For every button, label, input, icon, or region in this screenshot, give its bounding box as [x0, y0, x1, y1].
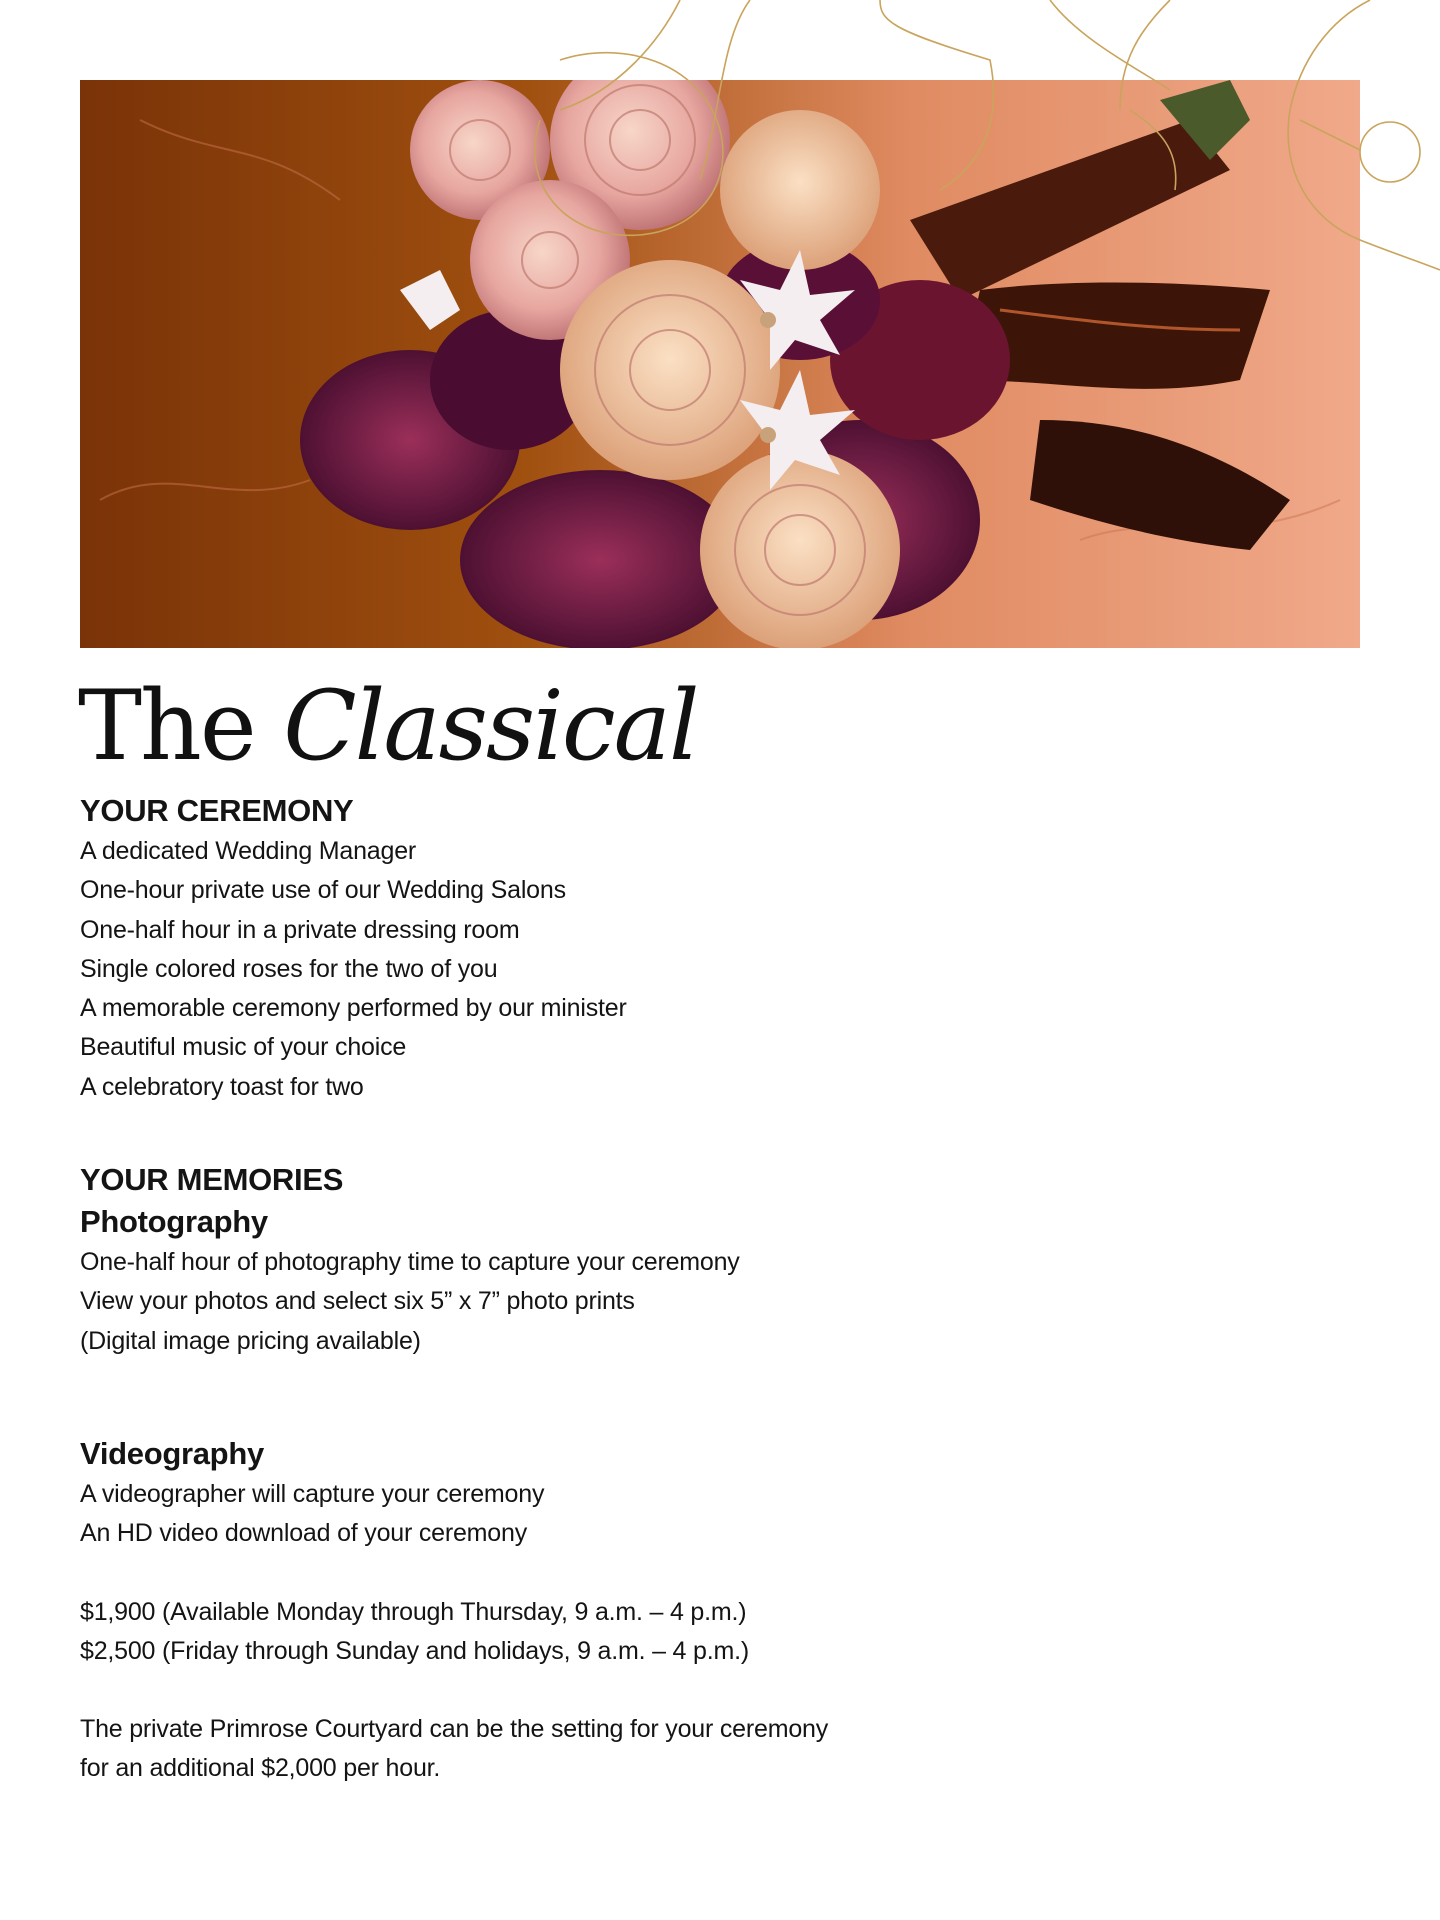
photography-item: View your photos and select six 5” x 7” photo prints [80, 1287, 635, 1316]
memories-heading: YOUR MEMORIES [80, 1162, 344, 1198]
ceremony-item: A memorable ceremony performed by our minister [80, 994, 627, 1023]
ceremony-item: One-hour private use of our Wedding Salons [80, 876, 566, 905]
videography-heading: Videography [80, 1435, 264, 1471]
ceremony-item: A dedicated Wedding Manager [80, 837, 417, 865]
ceremony-item: One-half hour in a private dressing room [80, 915, 520, 944]
courtyard-note: The private Primrose Courtyard can be the setting for your ceremony [80, 1715, 829, 1744]
bouquet-photo [80, 80, 1360, 648]
ceremony-item: Single colored roses for the two of you [80, 954, 498, 983]
ceremony-item: Beautiful music of your choice [80, 1033, 407, 1062]
courtyard-note: for an additional $2,000 per hour. [80, 1754, 441, 1783]
ceremony-heading: YOUR CEREMONY [80, 793, 354, 828]
videography-item: An HD video download of your ceremony [80, 1519, 528, 1548]
photography-item: One-half hour of photography time to capture your ceremony [80, 1248, 740, 1277]
package-details [80, 790, 1080, 1789]
videography-item: A videographer will capture your ceremony [80, 1479, 545, 1508]
price-weekend: $2,500 (Friday through Sunday and holidays, 9 a.m. – 4 p.m.) [80, 1636, 749, 1665]
ceremony-item: A celebratory toast for two [80, 1072, 364, 1101]
photography-item: (Digital image pricing available) [80, 1326, 421, 1355]
page-title: The Classical [78, 670, 698, 782]
wedding-bouquet-image [80, 80, 1360, 648]
price-weekday: $1,900 (Available Monday through Thursday, 9 a.m. – 4 p.m.) [80, 1597, 747, 1626]
photography-heading: Photography [80, 1204, 268, 1240]
